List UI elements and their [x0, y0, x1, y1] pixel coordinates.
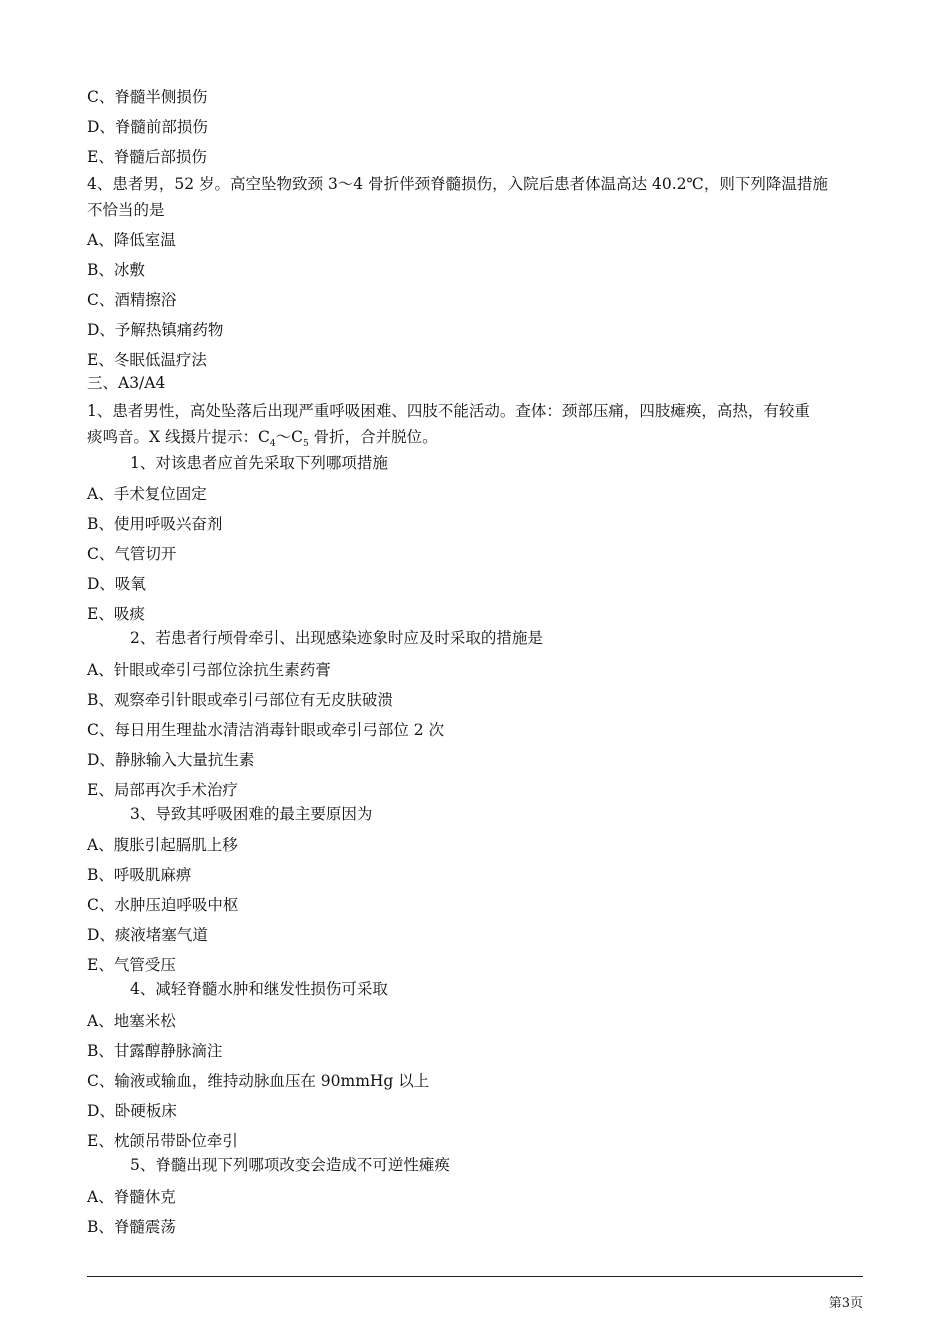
section-heading: 三、A3/A4 — [87, 374, 166, 392]
option-text: C、酒精擦浴 — [87, 291, 177, 309]
option-text: E、冬眠低温疗法 — [87, 351, 207, 369]
option-text: B、冰敷 — [87, 261, 145, 279]
option-text: C、输液或输血，维持动脉血压在 90mmHg 以上 — [87, 1072, 430, 1090]
option-text: B、甘露醇静脉滴注 — [87, 1042, 223, 1060]
option-text: D、脊髓前部损伤 — [87, 118, 208, 136]
option-text: A、针眼或牵引弓部位涂抗生素药膏 — [87, 661, 331, 679]
option-text: A、降低室温 — [87, 231, 176, 249]
option-text: E、局部再次手术治疗 — [87, 781, 238, 799]
option-text: B、使用呼吸兴奋剂 — [87, 515, 223, 533]
option-text: B、脊髓震荡 — [87, 1218, 176, 1236]
footer-divider — [87, 1276, 863, 1277]
question-text: 4、患者男，52 岁。高空坠物致颈 3～4 骨折伴颈脊髓损伤，入院后患者体温高达 40.2℃，则下列降温措施 — [87, 175, 828, 193]
option-text: D、予解热镇痛药物 — [87, 321, 224, 339]
option-text: C、脊髓半侧损伤 — [87, 88, 208, 106]
option-text: A、腹胀引起膈肌上移 — [87, 836, 238, 854]
option-text: C、气管切开 — [87, 545, 177, 563]
option-text: E、枕颌吊带卧位牵引 — [87, 1132, 238, 1150]
sub-question: 3、导致其呼吸困难的最主要原因为 — [130, 805, 373, 823]
option-text: C、水肿压迫呼吸中枢 — [87, 896, 239, 914]
case-text: 1、患者男性，高处坠落后出现严重呼吸困难、四肢不能活动。查体：颈部压痛，四肢瘫痪，高热，有较重 — [87, 402, 810, 420]
sub-question: 5、脊髓出现下列哪项改变会造成不可逆性瘫痪 — [130, 1156, 450, 1174]
option-text: E、吸痰 — [87, 605, 145, 623]
question-text: 不恰当的是 — [87, 201, 165, 219]
case-text: 痰鸣音。X 线摄片提示：$C_4\sim C_5$ 骨折，合并脱位。 — [87, 428, 438, 449]
sub-question: 4、减轻脊髓水肿和继发性损伤可采取 — [130, 980, 388, 998]
option-text: D、痰液堵塞气道 — [87, 926, 208, 944]
sub-question: 1、对该患者应首先采取下列哪项措施 — [130, 454, 388, 472]
option-text: B、观察牵引针眼或牵引弓部位有无皮肤破溃 — [87, 691, 393, 709]
option-text: A、脊髓休克 — [87, 1188, 176, 1206]
sub-question: 2、若患者行颅骨牵引、出现感染迹象时应及时采取的措施是 — [130, 629, 543, 647]
option-text: A、手术复位固定 — [87, 485, 207, 503]
option-text: E、气管受压 — [87, 956, 176, 974]
page-number: 第3页 — [828, 1296, 863, 1311]
option-text: B、呼吸肌麻痹 — [87, 866, 192, 884]
option-text: C、每日用生理盐水清洁消毒针眼或牵引弓部位 2 次 — [87, 721, 445, 739]
option-text: D、吸氧 — [87, 575, 146, 593]
option-text: A、地塞米松 — [87, 1012, 176, 1030]
option-text: D、静脉输入大量抗生素 — [87, 751, 255, 769]
option-text: D、卧硬板床 — [87, 1102, 177, 1120]
option-text: E、脊髓后部损伤 — [87, 148, 207, 166]
